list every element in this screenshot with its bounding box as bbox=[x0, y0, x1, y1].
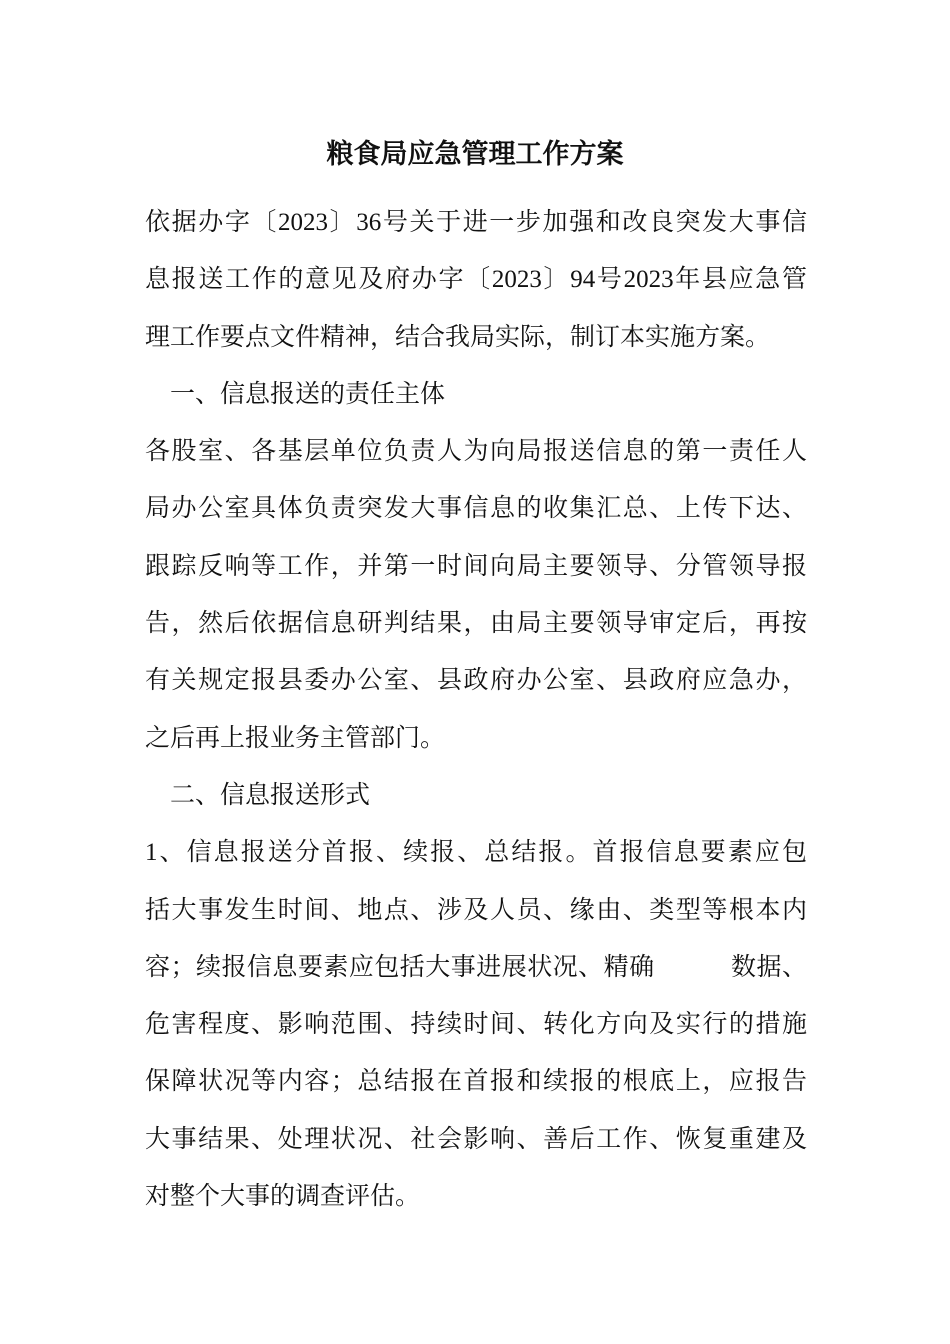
paragraph-line: 大事结果、处理状况、社会影响、善后工作、恢复重建及 bbox=[145, 1125, 807, 1153]
paragraph-line: 跟踪反响等工作，并第一时间向局主要领导、分管领导报 bbox=[145, 552, 807, 580]
paragraph-line: 保障状况等内容；总结报在首报和续报的根底上，应报告 bbox=[145, 1068, 807, 1096]
paragraph-line: 各股室、各基层单位负责人为向局报送信息的第一责任人 bbox=[145, 438, 807, 466]
paragraph-line: 对整个大事的调查评估。 bbox=[145, 1183, 421, 1211]
paragraph-line: 之后再上报业务主管部门。 bbox=[145, 724, 446, 752]
paragraph-line: 告，然后依据信息研判结果，由局主要领导审定后，再按 bbox=[145, 610, 807, 638]
paragraph-line: 依据办字〔2023〕36号关于进一步加强和改良突发大事信 bbox=[145, 209, 807, 236]
paragraph-line: 括大事发生时间、地点、涉及人员、缘由、类型等根本内 bbox=[145, 896, 807, 924]
paragraph-line: 局办公室具体负责突发大事信息的收集汇总、上传下达、 bbox=[145, 495, 807, 523]
section-heading: 二、信息报送形式 bbox=[170, 781, 371, 809]
document-body bbox=[145, 194, 807, 1225]
document-title: 粮食局应急管理工作方案 bbox=[326, 139, 624, 169]
section-heading: 一、信息报送的责任主体 bbox=[170, 380, 446, 408]
paragraph-line: 有关规定报县委办公室、县政府办公室、县政府应急办， bbox=[145, 667, 807, 695]
paragraph-line: 理工作要点文件精神，结合我局实际，制订本实施方案。 bbox=[145, 323, 771, 351]
paragraph-line: 息报送工作的意见及府办字〔2023〕94号2023年县应急管 bbox=[145, 266, 807, 294]
paragraph-line: 容；续报信息要素应包括大事进展状况、精确 数据、 bbox=[145, 953, 807, 981]
paragraph-line: 1、信息报送分首报、续报、总结报。首报信息要素应包 bbox=[145, 839, 807, 867]
paragraph-line: 危害程度、影响范围、持续时间、转化方向及实行的措施 bbox=[145, 1011, 807, 1039]
